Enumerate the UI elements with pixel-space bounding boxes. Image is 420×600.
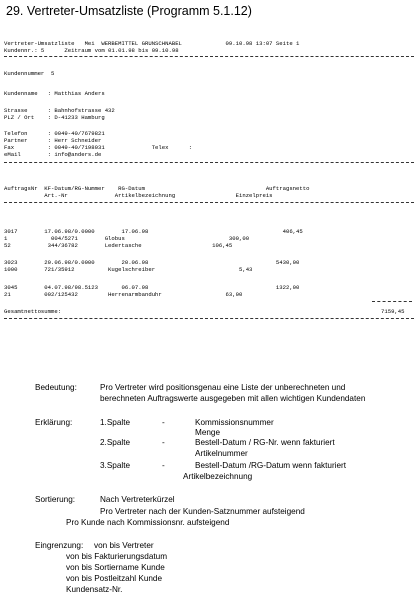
report-divider (4, 202, 414, 203)
report-divider (4, 56, 414, 57)
fax: Fax : 0049-40/7198031 Telex : (4, 144, 192, 151)
eingrenzung-line3: von bis Sortiername Kunde (66, 563, 165, 572)
spalte-3-sub: Artikelbezeichnung (183, 472, 253, 481)
kundenname: Kundenname : Matthias Anders (4, 90, 105, 97)
table-row: 52 344/36782 Ledertasche 106,45 (4, 242, 233, 249)
sum-divider (372, 301, 412, 302)
table-row: 3023 20.06.98/0.0000 20.06.98 5430,00 (4, 259, 300, 266)
spalte-1-sub: Menge (195, 428, 221, 437)
spalte-3-text: Bestell-Datum /RG-Datum wenn fakturiert (195, 461, 347, 470)
column-header-line2: Art.-Nr Artikelbezeichnung Einzelpreis (4, 192, 273, 199)
table-row: 3017 17.06.98/0.0000 17.06.98 406,45 (4, 228, 303, 235)
partner: Partner : Herr Schneider (4, 137, 102, 144)
spalte-2-label: 2.Spalte (100, 438, 131, 447)
spalte-1-dash: - (162, 418, 165, 427)
sortierung-line2: Pro Vertreter nach der Kunden-Satznummer aufsteigend (100, 507, 305, 516)
telefon: Telefon : 0049-40/7679821 (4, 130, 105, 137)
table-row: 1 004/5271 Globus 300,00 (4, 235, 250, 242)
report-header-line2: Kundennr.: 5 Zeitraum vom 01.01.98 bis 09.10.98 (4, 47, 179, 54)
strasse: Strasse : Bahnhofstrasse 432 (4, 107, 115, 114)
report-divider (4, 318, 414, 319)
spalte-1-text: Kommissionsnummer (195, 418, 274, 427)
sortierung-line1: Nach Vertreterkürzel (100, 495, 175, 504)
report-header-line1: Vertreter-Umsatzliste Mei WERBEMITTEL GRUNSCHNABEL 09.10.98 13:07 Seite 1 (4, 40, 300, 47)
sortierung-line3: Pro Kunde nach Kommissionsnr. aufsteigend (66, 518, 230, 527)
page-title: 29. Vertreter-Umsatzliste (Programm 5.1.12) (6, 4, 252, 18)
eingrenzung-line2: von bis Fakturierungsdatum (66, 552, 168, 561)
table-row: 3045 04.07.98/98.5123 06.07.98 1322,00 (4, 284, 300, 291)
table-row: 21 002/125432 Herrenarmbanduhr 63,00 (4, 291, 243, 298)
eingrenzung-line1: von bis Vertreter (94, 541, 154, 550)
column-header-line1: AuftragsNr KF-Datum/RG-Nummer RG-Datum Auftragsnetto (4, 185, 310, 192)
spalte-2-dash: - (162, 438, 165, 447)
bedeutung-line1: Pro Vertreter wird positionsgenau eine Liste der unberechneten und (100, 383, 346, 392)
bedeutung-label: Bedeutung: (35, 383, 77, 392)
spalte-2-text: Bestell-Datum / RG-Nr. wenn fakturiert (195, 438, 335, 447)
spalte-3-dash: - (162, 461, 165, 470)
table-row: 1000 721/35912 Kugelschreiber 5,43 (4, 266, 253, 273)
eingrenzung-line4: von bis Postleitzahl Kunde (66, 574, 163, 583)
eingrenzung-label: Eingrenzung: (35, 541, 84, 550)
sortierung-label: Sortierung: (35, 495, 76, 504)
kundennummer: Kundennummer 5 (4, 70, 55, 77)
email: eMail : info@anders.de (4, 151, 102, 158)
erklaerung-label: Erklärung: (35, 418, 73, 427)
plz-ort: PLZ / Ort : D-41233 Hamburg (4, 114, 105, 121)
spalte-1-label: 1.Spalte (100, 418, 131, 427)
spalte-3-label: 3.Spalte (100, 461, 131, 470)
report-divider (4, 162, 414, 163)
eingrenzung-line5: Kundensatz-Nr. (66, 585, 123, 594)
gesamt-label: Gesamtnettosumme: (4, 308, 62, 315)
spalte-2-sub: Artikelnummer (195, 449, 248, 458)
gesamt-value: 7159,45 (381, 308, 405, 315)
bedeutung-line2: berechneten Auftragswerte ausgegeben mit allen wichtigen Kundendaten (100, 394, 366, 403)
